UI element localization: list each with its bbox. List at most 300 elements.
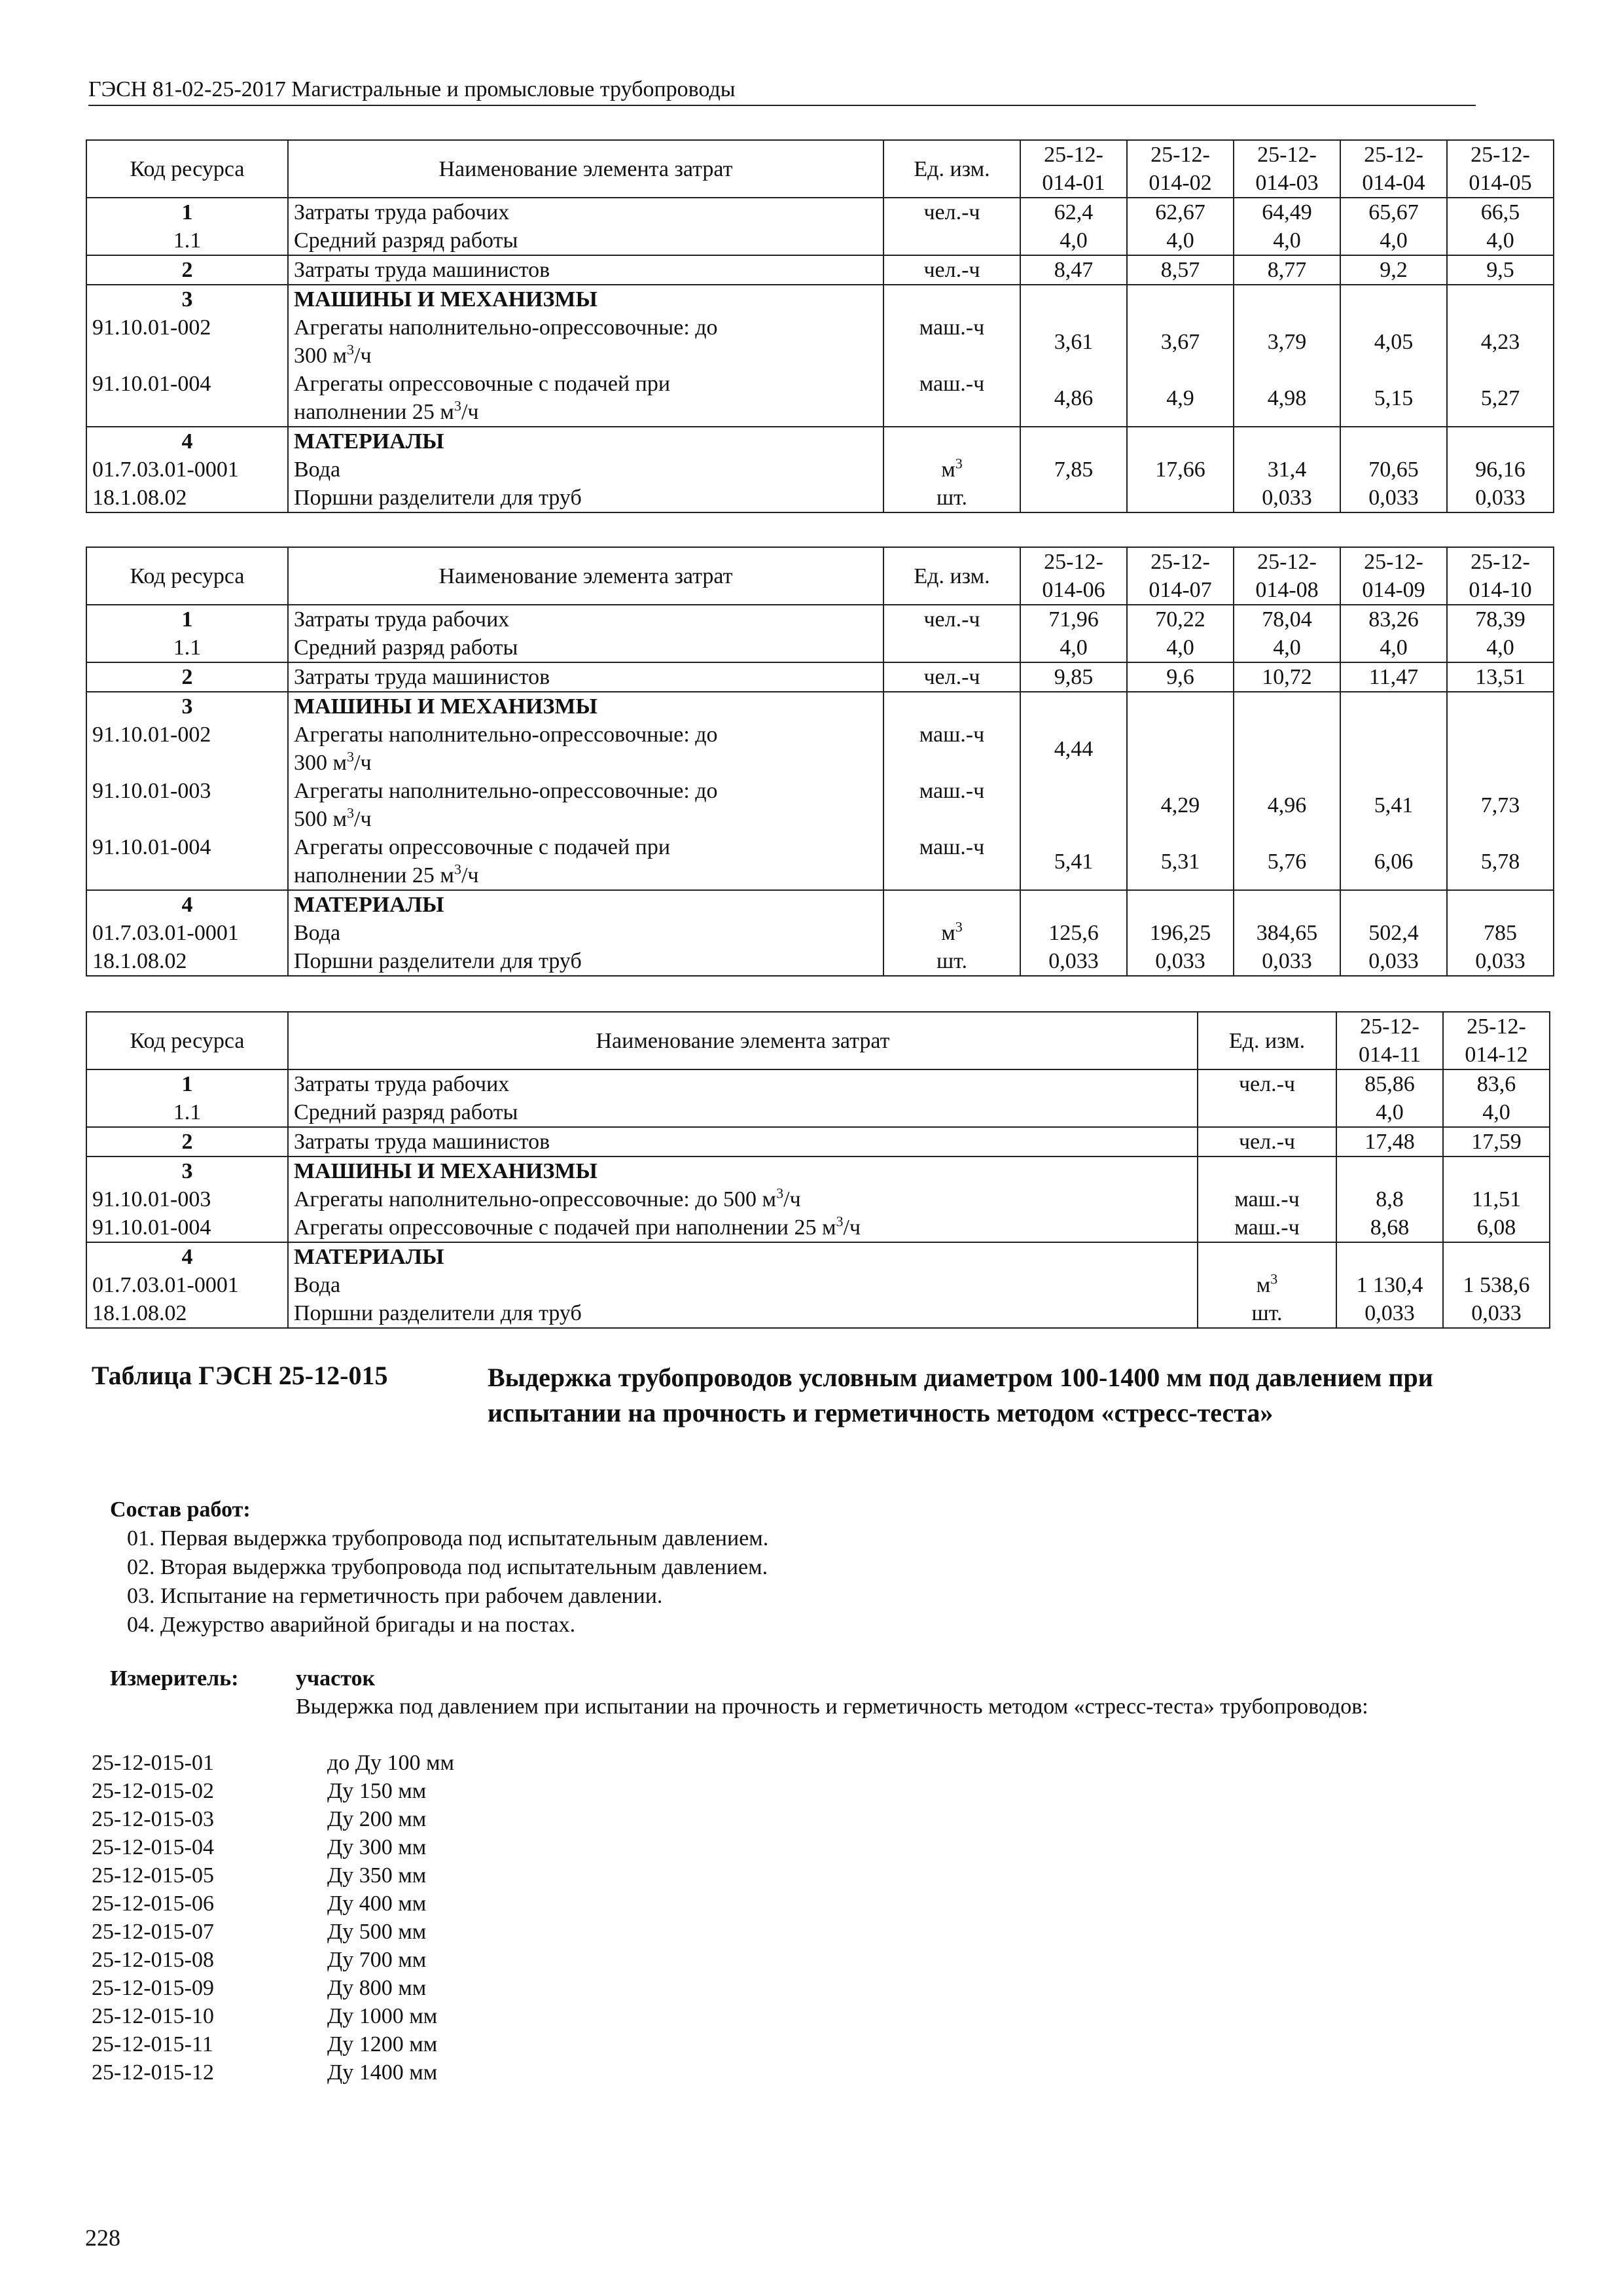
table-row [86,198,1554,226]
norm-value: 4,23 [1447,314,1554,370]
header-norm-code [1443,1012,1550,1069]
norm-value: 5,15 [1340,370,1447,427]
norm-code-line: 014-07 [1149,578,1212,602]
table-row [86,1069,1550,1098]
resource-code: 4 [86,427,288,456]
header-code: Код ресурса [86,140,288,198]
resource-code: 2 [86,662,288,692]
cost-element-name: МАШИНЫ И МЕХАНИЗМЫ [288,692,883,721]
name-line: Агрегаты опрессовочные с подачей при [294,835,671,859]
work-item: 03. Испытание на герметичность при рабочем давлении. [127,1584,663,1608]
resource-code: 1.1 [86,1098,288,1127]
table-row [86,662,1554,692]
measurement-row [92,1861,877,1890]
resource-code: 91.10.01-003 [86,777,288,833]
norm-code: 25-12-015-01 [92,1751,214,1775]
running-header: ГЭСН 81-02-25-2017 Магистральные и промысловые трубопроводы [88,77,1476,106]
superscript: 3 [347,341,355,358]
header-norm-code [1020,140,1127,198]
cost-element-name: Затраты труда рабочих [288,198,883,226]
norm-code: 25-12-015-10 [92,2004,214,2028]
measurement-list [92,1749,877,2087]
norm-value: 0,033 [1127,947,1234,976]
unit-of-measure: маш.-ч [883,314,1020,370]
unit-of-measure: чел.-ч [883,605,1020,634]
resource-code: 3 [86,285,288,314]
norm-value [1447,721,1554,777]
diameter: Ду 800 мм [327,1976,427,2000]
norm-value: 17,59 [1443,1127,1550,1157]
norm-value: 96,16 [1447,456,1554,484]
norm-value: 4,9 [1127,370,1234,427]
norm-code-line: 25-12- [1471,550,1530,574]
norm-value: 17,66 [1127,456,1234,484]
table-row [86,833,1554,890]
unit-of-measure [1198,1157,1336,1185]
name-line: наполнении 25 $м^3/ч$ [294,861,479,888]
table-row [86,605,1554,634]
resource-code: 1 [86,1069,288,1098]
resource-code: 1 [86,198,288,226]
resource-code: 91.10.01-004 [86,833,288,890]
norm-value: 0,033 [1336,1299,1443,1328]
norm-value: 4,98 [1234,370,1340,427]
norm-value [1340,721,1447,777]
norm-value: 8,47 [1020,255,1127,285]
norm-code: 25-12-015-08 [92,1948,214,1972]
norm-value [1340,427,1447,456]
diameter: Ду 1000 мм [327,2004,438,2028]
table-row [86,1299,1550,1328]
norm-value: 83,6 [1443,1069,1550,1098]
header-code: Код ресурса [86,1012,288,1069]
norm-value: 0,033 [1234,947,1340,976]
resource-code: 91.10.01-002 [86,314,288,370]
norm-value: 11,47 [1340,662,1447,692]
norm-value [1447,427,1554,456]
resource-code: 18.1.08.02 [86,947,288,976]
header-norm-code [1447,547,1554,605]
cost-element-name: Затраты труда рабочих [288,605,883,634]
name-line: Агрегаты наполнительно-опрессовочные: до [294,779,718,803]
superscript: 3 [955,918,963,935]
cost-element-name: Средний разряд работы [288,634,883,662]
norm-value: 5,41 [1340,777,1447,833]
resource-code: 01.7.03.01-0001 [86,456,288,484]
norm-code-line: 25-12- [1150,550,1210,574]
norm-value [1336,1242,1443,1271]
norm-table-3 [86,1011,1550,1329]
unit-of-measure [1198,1098,1336,1127]
norm-value [1443,1157,1550,1185]
norm-value: 13,51 [1447,662,1554,692]
table-row [86,1242,1550,1271]
work-composition [110,1496,768,1640]
norm-code-line: 014-11 [1358,1043,1421,1067]
norm-value: 4,0 [1020,226,1127,255]
header-unit: Ед. изм. [883,547,1020,605]
norm-value: 0,033 [1340,947,1447,976]
unit-of-measure: маш.-ч [883,833,1020,890]
unit-of-measure: маш.-ч [883,721,1020,777]
header-norm-code [1340,140,1447,198]
norm-value: 4,0 [1340,634,1447,662]
norm-value [1340,890,1447,919]
norm-value: 785 [1447,919,1554,947]
norm-value: 85,86 [1336,1069,1443,1098]
table-row [86,919,1554,947]
unit-of-measure: шт. [883,947,1020,976]
header-norm-code [1127,140,1234,198]
name-line: Агрегаты наполнительно-опрессовочные: до [294,315,718,340]
header-norm-code [1234,547,1340,605]
norm-value: 10,72 [1234,662,1340,692]
norm-value [1127,721,1234,777]
norm-code: 25-12-015-03 [92,1807,214,1831]
cost-element-name: Поршни разделители для труб [288,484,883,512]
unit-of-measure: маш.-ч [1198,1213,1336,1242]
measurement-row [92,1890,877,1918]
name-line: 300 $м^3/ч$ [294,341,372,368]
cost-element-name: Затраты труда машинистов [288,255,883,285]
norm-value: 5,31 [1127,833,1234,890]
norm-value: 0,033 [1447,484,1554,512]
norm-value [1234,721,1340,777]
norm-value: 3,79 [1234,314,1340,370]
measurement-unit: участок [296,1666,376,1691]
superscript: 3 [347,748,355,765]
norm-value [1443,1242,1550,1271]
norm-value: 3,67 [1127,314,1234,370]
resource-code: 1.1 [86,226,288,255]
cost-element-name: МАТЕРИАЛЫ [288,427,883,456]
norm-code-line: 014-06 [1042,578,1105,602]
norm-value: 0,033 [1443,1299,1550,1328]
norm-value: 4,0 [1020,634,1127,662]
norm-code: 25-12-015-07 [92,1920,214,1944]
superscript: 3 [454,861,461,878]
measurement-row [92,1918,877,1946]
unit-of-measure: чел.-ч [1198,1069,1336,1098]
norm-value [1127,484,1234,512]
norm-code-line: 014-12 [1465,1043,1528,1067]
norm-value: 1 130,4 [1336,1271,1443,1299]
cost-element-name: Вода [288,1271,1198,1299]
norm-value [1127,285,1234,314]
name-line: 500 $м^3/ч$ [294,804,372,831]
header-norm-code [1234,140,1340,198]
measurement-row [92,2030,877,2058]
work-item: 02. Вторая выдержка трубопровода под испытательным давлением. [127,1555,768,1579]
norm-code-line: 014-04 [1362,171,1425,195]
norm-value: 9,6 [1127,662,1234,692]
table-row [86,314,1554,370]
unit-of-measure: маш.-ч [883,370,1020,427]
norm-value: 4,0 [1340,226,1447,255]
unit-of-measure [883,634,1020,662]
table-row [86,285,1554,314]
norm-value [1234,692,1340,721]
table-header-row [86,547,1554,605]
unit-of-measure: шт. [1198,1299,1336,1328]
table-row [86,370,1554,427]
norm-code: 25-12-015-06 [92,1892,214,1916]
table-row [86,1271,1550,1299]
diameter: до Ду 100 мм [327,1751,455,1775]
norm-value: 9,5 [1447,255,1554,285]
norm-value [1127,890,1234,919]
header-name: Наименование элемента затрат [288,547,883,605]
unit-of-measure: чел.-ч [1198,1127,1336,1157]
cost-element-name: Агрегаты наполнительно-опрессовочные: до 500 $м^3/ч$ [288,1185,1198,1213]
norm-value: 7,73 [1447,777,1554,833]
norm-value: 17,48 [1336,1127,1443,1157]
norm-code-line: 014-03 [1255,171,1319,195]
header-norm-code [1447,140,1554,198]
cost-element-name: Агрегаты опрессовочные с подачей при наполнении 25 $м^3/ч$ [288,1213,1198,1242]
measurement-row [92,1805,877,1833]
header-unit: Ед. изм. [883,140,1020,198]
norm-code: 25-12-015-05 [92,1863,214,1888]
cost-element-name [288,833,883,890]
cost-element-name [288,314,883,370]
table-row [86,947,1554,976]
norm-value [1340,285,1447,314]
norm-value [1234,285,1340,314]
header-norm-code [1127,547,1234,605]
unit-of-measure [883,692,1020,721]
cost-element-name: МАШИНЫ И МЕХАНИЗМЫ [288,285,883,314]
measurement-row [92,2002,877,2030]
norm-code-line: 014-09 [1362,578,1425,602]
norm-value [1127,427,1234,456]
cost-element-name: МАШИНЫ И МЕХАНИЗМЫ [288,1157,1198,1185]
resource-code: 91.10.01-003 [86,1185,288,1213]
norm-value [1340,692,1447,721]
resource-code: 18.1.08.02 [86,1299,288,1328]
unit-of-measure: шт. [883,484,1020,512]
measurement-row [92,1974,877,2002]
unit-of-measure: $м^3$ [883,456,1020,484]
work-item: 01. Первая выдержка трубопровода под испытательным давлением. [127,1526,769,1551]
cost-element-name: Средний разряд работы [288,1098,1198,1127]
superscript: 3 [1270,1270,1278,1287]
norm-value [1447,692,1554,721]
resource-code: 91.10.01-004 [86,370,288,427]
norm-value: 31,4 [1234,456,1340,484]
resource-code: 01.7.03.01-0001 [86,919,288,947]
norm-code-line: 014-10 [1469,578,1532,602]
table-title-label: Таблица ГЭСН 25-12-015 [92,1361,388,1390]
norm-table-2 [86,547,1554,977]
norm-value: 4,0 [1447,634,1554,662]
norm-code-line: 014-02 [1149,171,1212,195]
norm-value: 0,033 [1020,947,1127,976]
superscript: 3 [347,804,355,821]
norm-code-line: 25-12- [1044,143,1103,167]
norm-value: 0,033 [1340,484,1447,512]
table-row [86,1098,1550,1127]
diameter: Ду 1400 мм [327,2060,438,2085]
norm-code-line: 014-01 [1042,171,1105,195]
norm-table-1 [86,139,1554,513]
norm-code-line: 25-12- [1150,143,1210,167]
resource-code: 4 [86,890,288,919]
unit-of-measure: чел.-ч [883,198,1020,226]
header-unit: Ед. изм. [1198,1012,1336,1069]
norm-code-line: 014-05 [1469,171,1532,195]
resource-code: 91.10.01-004 [86,1213,288,1242]
norm-value: 8,8 [1336,1185,1443,1213]
table-header-row [86,140,1554,198]
table-row [86,456,1554,484]
norm-value [1234,427,1340,456]
norm-value [1020,427,1127,456]
diameter: Ду 500 мм [327,1920,427,1944]
norm-code-line: 25-12- [1364,550,1423,574]
table-header-row [86,1012,1550,1069]
norm-value: 70,65 [1340,456,1447,484]
unit-of-measure: $м^3$ [1198,1271,1336,1299]
table-row [86,890,1554,919]
norm-value: 4,96 [1234,777,1340,833]
resource-code: 1 [86,605,288,634]
norm-value: 7,85 [1020,456,1127,484]
norm-value [1336,1157,1443,1185]
norm-value: 6,08 [1443,1213,1550,1242]
resource-code: 91.10.01-002 [86,721,288,777]
table-row [86,777,1554,833]
superscript: 3 [454,397,461,414]
name-line: Агрегаты наполнительно-опрессовочные: до [294,723,718,747]
resource-code: 3 [86,692,288,721]
measurement-row [92,1749,877,1777]
norm-value: 9,2 [1340,255,1447,285]
diameter: Ду 150 мм [327,1779,427,1803]
norm-code-line: 25-12- [1471,143,1530,167]
table-row [86,692,1554,721]
norm-value: 70,22 [1127,605,1234,634]
norm-value: 502,4 [1340,919,1447,947]
norm-value: 4,0 [1127,226,1234,255]
unit-of-measure [883,890,1020,919]
cost-element-name: Затраты труда машинистов [288,1127,1198,1157]
measurement-row [92,1777,877,1805]
norm-value: 78,39 [1447,605,1554,634]
header-name: Наименование элемента затрат [288,1012,1198,1069]
norm-code-line: 25-12- [1257,143,1317,167]
resource-code: 1.1 [86,634,288,662]
unit-of-measure: чел.-ч [883,255,1020,285]
norm-code: 25-12-015-11 [92,2032,213,2056]
norm-code-line: 25-12- [1364,143,1423,167]
norm-code: 25-12-015-12 [92,2060,214,2085]
norm-value [1020,777,1127,833]
norm-value: 9,85 [1020,662,1127,692]
norm-value: 0,033 [1447,947,1554,976]
measurement-label: Измеритель: [110,1666,239,1691]
norm-code: 25-12-015-04 [92,1835,214,1859]
table-row [86,255,1554,285]
norm-value: 5,76 [1234,833,1340,890]
unit-of-measure: маш.-ч [1198,1185,1336,1213]
norm-value: 4,05 [1340,314,1447,370]
norm-code: 25-12-015-02 [92,1779,214,1803]
norm-value: 4,0 [1447,226,1554,255]
table-row [86,1127,1550,1157]
norm-value [1234,890,1340,919]
table-row [86,427,1554,456]
diameter: Ду 350 мм [327,1863,427,1888]
cost-element-name [288,370,883,427]
header-norm-code [1340,547,1447,605]
diameter: Ду 300 мм [327,1835,427,1859]
table-row [86,1185,1550,1213]
norm-value [1020,692,1127,721]
cost-element-name: Поршни разделители для труб [288,947,883,976]
norm-value: 1 538,6 [1443,1271,1550,1299]
table-row [86,721,1554,777]
norm-code-line: 25-12- [1257,550,1317,574]
norm-value: 71,96 [1020,605,1127,634]
name-line: наполнении 25 $м^3/ч$ [294,397,479,424]
cost-element-name: Вода [288,456,883,484]
norm-value: 4,0 [1127,634,1234,662]
norm-value [1127,692,1234,721]
measurement-row [92,2058,877,2087]
resource-code: 2 [86,1127,288,1157]
superscript: 3 [836,1213,844,1230]
norm-value: 5,27 [1447,370,1554,427]
header-norm-code [1336,1012,1443,1069]
norm-value [1447,285,1554,314]
table-row [86,484,1554,512]
diameter: Ду 400 мм [327,1892,427,1916]
norm-value: 384,65 [1234,919,1340,947]
norm-value: 6,06 [1340,833,1447,890]
norm-value: 3,61 [1020,314,1127,370]
table-row [86,1157,1550,1185]
cost-element-name: Затраты труда рабочих [288,1069,1198,1098]
norm-code: 25-12-015-09 [92,1976,214,2000]
resource-code: 2 [86,255,288,285]
table-row [86,1213,1550,1242]
norm-code-line: 25-12- [1044,550,1103,574]
norm-value [1020,285,1127,314]
measurement-description: Выдержка под давлением при испытании на прочность и герметичность методом «стресс-теста» трубопроводов: [296,1695,1368,1719]
measurement-row [92,1833,877,1861]
norm-value: 64,49 [1234,198,1340,226]
norm-value [1020,484,1127,512]
resource-code: 01.7.03.01-0001 [86,1271,288,1299]
header-code: Код ресурса [86,547,288,605]
norm-value: 4,0 [1443,1098,1550,1127]
norm-value: 4,29 [1127,777,1234,833]
cost-element-name [288,721,883,777]
norm-value: 66,5 [1447,198,1554,226]
norm-code-line: 014-08 [1255,578,1319,602]
norm-value: 62,67 [1127,198,1234,226]
norm-value: 196,25 [1127,919,1234,947]
table-row [86,226,1554,255]
header-name: Наименование элемента затрат [288,140,883,198]
unit-of-measure [1198,1242,1336,1271]
norm-value: 78,04 [1234,605,1340,634]
diameter: Ду 700 мм [327,1948,427,1972]
cost-element-name [288,777,883,833]
norm-value: 11,51 [1443,1185,1550,1213]
work-item: 04. Дежурство аварийной бригады и на постах. [127,1613,576,1637]
